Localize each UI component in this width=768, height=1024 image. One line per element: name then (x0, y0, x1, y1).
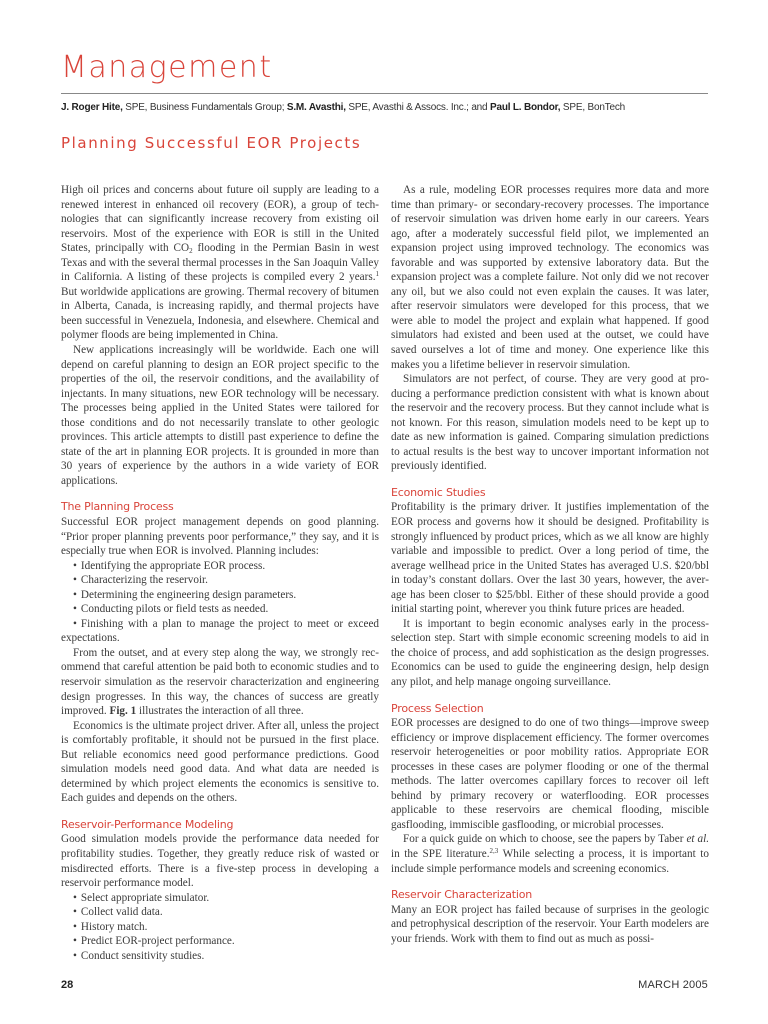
author-name: Paul L. Bondor, (490, 102, 561, 113)
list-item (61, 949, 379, 964)
text-run: High oil prices and concerns about future oil supply are leading to a renewed interest in enhanced oil recovery (EOR), a group of technologies that can significantly increase recovery from existing oil reservoirs. Most of the experience with EOR is still in the United States, principally with CO (61, 184, 379, 255)
list-item-text: Predict EOR-project performance. (80, 935, 235, 948)
text-run: in the SPE literature. (391, 847, 490, 860)
author-affiliation: SPE, Avasthi & Assocs. Inc.; and (345, 102, 490, 113)
bullet-icon: • (73, 603, 77, 616)
author-name: J. Roger Hite, (61, 102, 123, 113)
text-run-italic: et al. (686, 833, 710, 846)
list-item (61, 573, 379, 588)
subscript: 2 (189, 247, 193, 256)
list-item-text: Identifying the appropriate EOR process. (80, 559, 266, 572)
list-item (61, 617, 379, 646)
bullet-icon: • (73, 588, 77, 601)
bullet-icon: • (73, 949, 77, 962)
text-run: But worldwide applications are growing. Thermal recovery of bitumen in Alberta, Canada, is increasing rapidly, and thermal projects have been successful in Venezuela, Indonesia, and elsewhere. Chemical and polymer floods are being implemented in China. (61, 285, 379, 342)
simulation-paragraph: As a rule, modeling EOR processes requires more data and more time than primary- or secondary-recovery processes. The importance of reservoir simulation was driven home early in our careers. Years ago, after a moderately successful field pilot, we implemented an expansion project using improved technology. The economics was favorable and was supported by extensive laboratory data. But the expansion project was a complete failure. Not only did we not recover any oil, but we also could not even explain the causes. It was later, after reservoir simulators were developed for this process, that we were able to model the project and explain what happened. If good simulators had existed and been used at the outset, we could have saved ourselves a lot of time and money. One experience like this makes you a lifetime believer in reservoir simulation. (391, 184, 709, 371)
list-item-text: Conduct sensitivity studies. (80, 949, 205, 962)
title-divider (61, 93, 708, 94)
simulation-paragraph-2: Simulators are not perfect, of course. They are very good at producing a performance prediction consistent with what is known about the reservoir and the recovery process. But they cannot include what is not known. For this reason, simulation models need to be kept up to date as new information is gained. Comparing simulation predictions to actual results is the best way to uncover important information not previously identified. (391, 373, 709, 473)
page-number: 28 (61, 979, 74, 991)
section-heading-characterization: Reservoir Characterization (391, 888, 533, 902)
list-item-text: Select appropriate simulator. (80, 891, 210, 904)
process-paragraph-2 (391, 832, 709, 876)
bullet-icon: • (73, 559, 77, 572)
bullet-icon: • (73, 574, 77, 587)
text-run: flooding in the Permian Basin in west Texas and with the several thermal processes in the San Joaquin Valley in California. A listing of these projects is compiled every 2 years. (61, 242, 379, 284)
left-column (61, 183, 379, 963)
list-item (61, 588, 379, 603)
list-item-text: History match. (80, 920, 148, 933)
list-item (61, 920, 379, 935)
list-item-text: Characterizing the reservoir. (80, 574, 208, 587)
department-title: Management (61, 50, 273, 85)
right-column (391, 183, 709, 946)
modeling-paragraph: Good simulation models provide the performance data needed for profitability studies. Together, they greatly reduce risk of wasted or misdirected efforts. There is a five-step process in developing a reservoir performance model. (61, 833, 379, 890)
list-item-text: Determining the engineering design parameters. (80, 588, 297, 601)
text-run: For a quick guide on which to choose, see the papers by Taber (403, 833, 687, 846)
bullet-icon: • (73, 935, 77, 948)
author-affiliation: SPE, Business Fundamentals Group; (122, 102, 287, 113)
text-run: From the outset, and at every step along the way, we strongly recommend that careful attention be paid both to economic studies and to reservoir simulation as the reservoir characterization and engineering design progresses. In this way, the chances of success are greatly improved. (61, 646, 379, 718)
list-item (61, 602, 379, 617)
characterization-paragraph: Many an EOR project has failed because of surprises in the geologic and petrophysical description of the reservoir. Your Earth modelers are your friends. Work with them to find out as much as possi- (391, 903, 709, 945)
bullet-icon: • (73, 920, 77, 933)
intro-paragraph (61, 183, 379, 343)
modeling-list (61, 891, 379, 964)
figure-reference[interactable]: Fig. 1 (109, 705, 137, 718)
bullet-icon: • (73, 906, 77, 919)
list-item-text: Finishing with a plan to manage the project to meet or exceed expectations. (61, 617, 379, 645)
reference-superscript[interactable]: 1 (375, 270, 379, 279)
list-item-text: Conducting pilots or field tests as needed. (80, 603, 269, 616)
bullet-icon: • (73, 891, 77, 904)
planning-paragraph: Successful EOR project management depends on good planning. “Prior proper planning prevents poor performance,” they say, and it is especially true when EOR is involved. Planning includes: (61, 515, 379, 558)
planning-paragraph-2 (61, 646, 379, 719)
article-title: Planning Successful EOR Projects (61, 134, 362, 152)
author-name: S.M. Avasthi, (286, 102, 346, 113)
text-run: illustrates the interaction of all three. (136, 705, 304, 718)
section-heading-planning: The Planning Process (61, 500, 174, 514)
section-heading-economic: Economic Studies (391, 485, 486, 499)
list-item-text: Collect valid data. (80, 906, 163, 919)
section-heading-process: Process Selection (391, 701, 484, 715)
issue-date: MARCH 2005 (638, 979, 708, 991)
planning-list (61, 559, 379, 646)
author-affiliation: SPE, BonTech (560, 102, 626, 113)
list-item (61, 559, 379, 574)
author-line (61, 101, 721, 115)
economic-paragraph-2: It is important to begin economic analyses early in the process-selection step. Start with simple economic screening models to aid in the choice of process, and add sophistication as the design progresses. Economics can be used to guide the engineering design, help design any pilot, and help manage ongoing surveillance. (391, 617, 709, 688)
intro-paragraph-2: New applications increasingly will be worldwide. Each one will depend on careful planning to design an EOR project specific to the properties of the oil, the reservoir conditions, and the availability of injectants. In many situations, new EOR technology will be necessary. The processes being applied in the United States were tailored for those conditions and do not necessarily translate to other geologic provinces. This article attempts to distill past experience to define the state of the art in planning EOR projects. It is grounded in more than 30 years of experience by the authors in a wide variety of EOR applications. (61, 344, 379, 487)
list-item (61, 905, 379, 920)
section-heading-modeling: Reservoir-Performance Modeling (61, 817, 234, 831)
process-paragraph: EOR processes are designed to do one of two things—improve sweep efficiency or improve displacement efficiency. The former overcomes reservoir heterogeneities or poor mobility ratios. Appropriate EOR processes in these cases are polymer flooding or one of the thermal methods. The latter overcomes capillary forces to recover oil left behind by primary recovery or waterflooding. EOR processes applicable to these reservoirs are chemical flooding, miscible gasflooding, immiscible gasflooding, or microbial processes. (391, 717, 709, 831)
bullet-icon: • (73, 617, 77, 630)
reference-superscript[interactable]: 2,3 (489, 846, 499, 855)
text-run: While selecting a process, it is important to include simple performance models and screening economics. (391, 847, 709, 875)
planning-paragraph-3: Economics is the ultimate project driver. After all, unless the project is comfortably profitable, it should not be pursued in the first place. But reliable economics need good performance predictions. Good simulation models need good data. And what data are needed is determined by which project elements the economics is sensitive to. Each guides and depends on the others. (61, 719, 379, 805)
economic-paragraph: Profitability is the primary driver. It justifies implementation of the EOR process and governs how it should be designed. Profitability is strongly influenced by product prices, which as we all know are highly variable and impossible to predict. Over a long period of time, the average wellhead price in the United States has averaged U.S. $20/bbl in today’s constant dollars. Over the last 30 years, however, the average has been closer to $25/bbl. Either of these should provide a good initial starting point, wherever you think future prices are headed. (391, 501, 709, 616)
list-item (61, 934, 379, 949)
list-item (61, 891, 379, 906)
